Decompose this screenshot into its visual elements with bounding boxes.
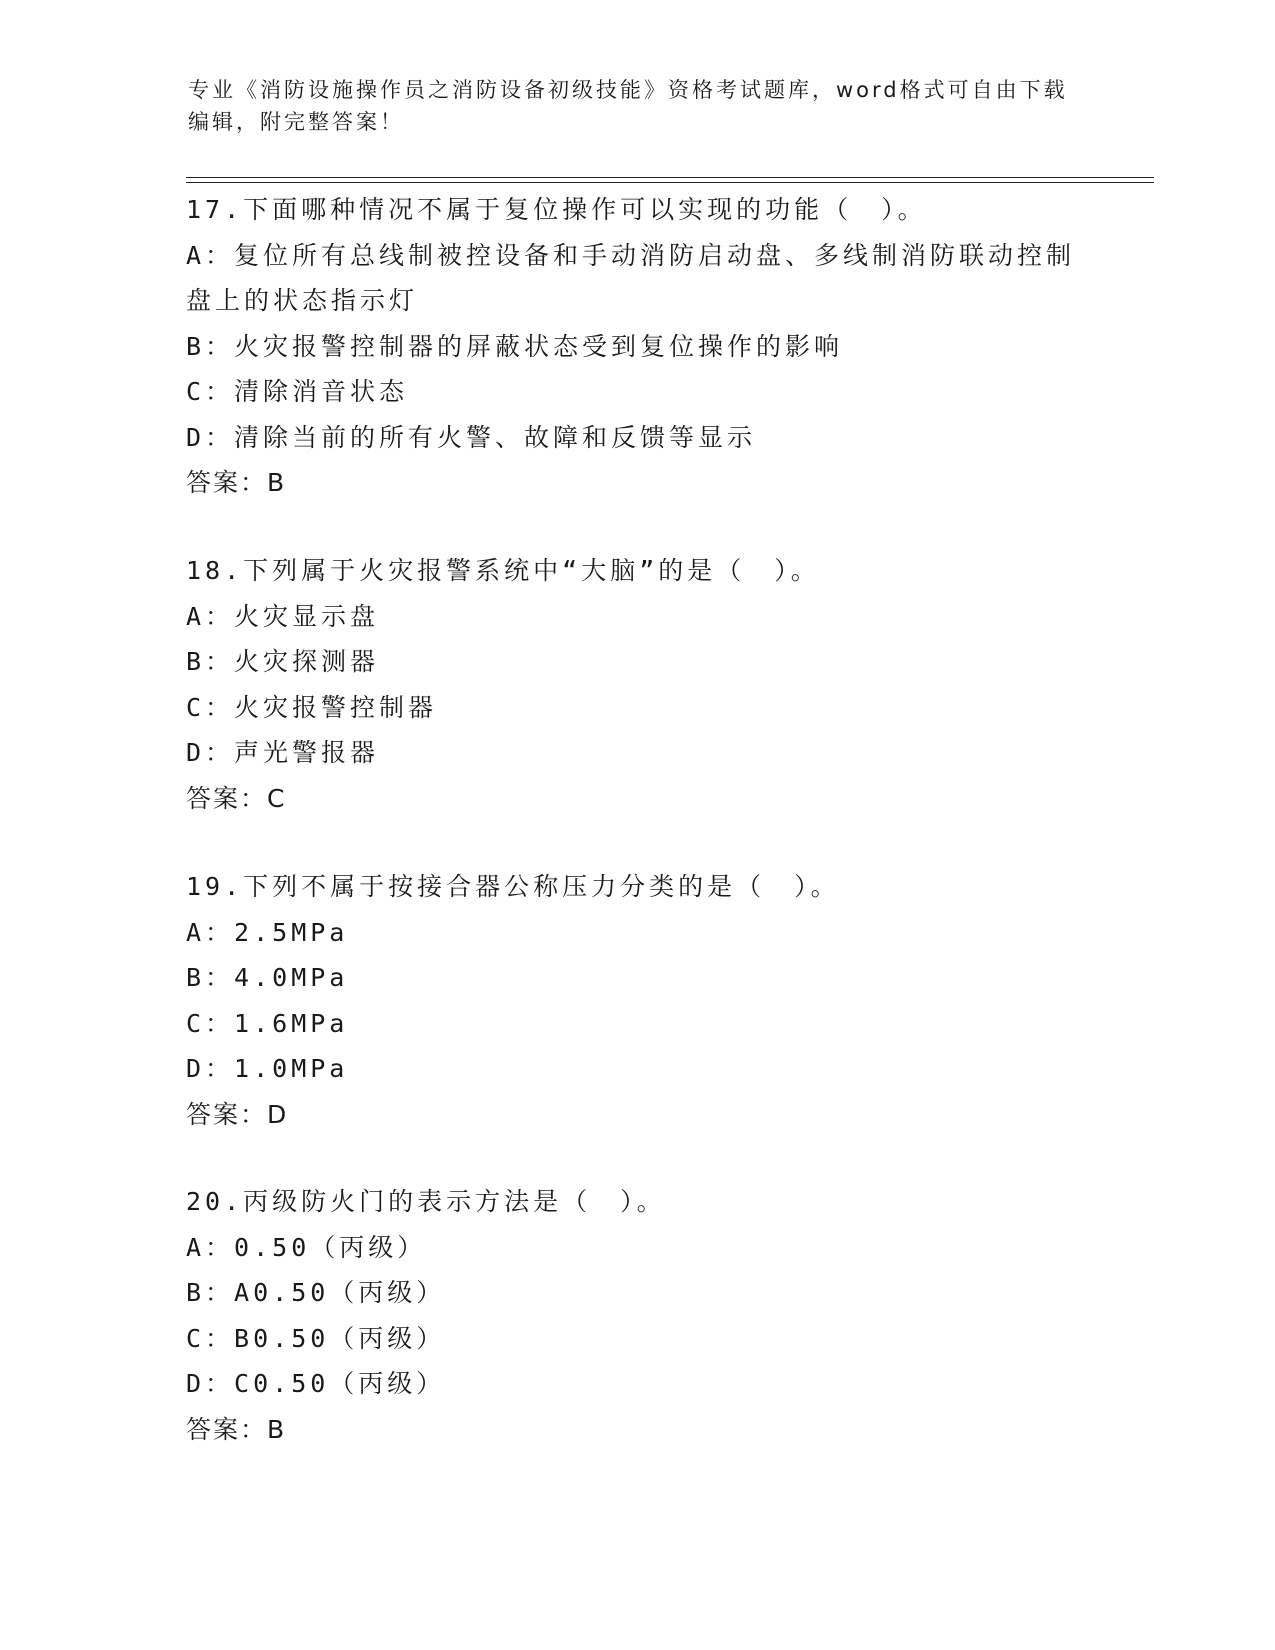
option-a: A：2.5MPa bbox=[186, 917, 349, 947]
option-d: D：C0.50（丙级） bbox=[186, 1369, 446, 1398]
option-a-line2: 盘上的状态指示灯 bbox=[186, 286, 419, 315]
question-stem: 18.下列属于火灾报警系统中“大脑”的是（ ）。 bbox=[186, 556, 820, 585]
option-a-line1: A：复位所有总线制被控设备和手动消防启动盘、多线制消防联动控制 bbox=[186, 240, 1076, 270]
answer: 答案：B bbox=[186, 468, 287, 497]
question-18 bbox=[186, 548, 1086, 821]
option-b: B：火灾报警控制器的屏蔽状态受到复位操作的影响 bbox=[186, 331, 844, 361]
option-c: C：清除消音状态 bbox=[186, 377, 409, 406]
question-stem: 17.下面哪种情况不属于复位操作可以实现的功能（ ）。 bbox=[186, 195, 927, 224]
question-stem: 20.丙级防火门的表示方法是（ ）。 bbox=[186, 1187, 666, 1216]
question-17 bbox=[186, 187, 1086, 506]
option-d: D：清除当前的所有火警、故障和反馈等显示 bbox=[186, 422, 757, 452]
question-20 bbox=[186, 1179, 1086, 1452]
answer: 答案：D bbox=[186, 1099, 289, 1129]
option-a: A：0.50（丙级） bbox=[186, 1232, 427, 1262]
answer: 答案：B bbox=[186, 1414, 287, 1444]
answer: 答案：C bbox=[186, 783, 287, 813]
option-c: C：B0.50（丙级） bbox=[186, 1323, 446, 1353]
document-header: 专业《消防设施操作员之消防设备初级技能》资格考试题库，word格式可自由下载编辑，附完整答案！ bbox=[188, 78, 1068, 134]
option-b: B：4.0MPa bbox=[186, 963, 349, 992]
option-b: B：A0.50（丙级） bbox=[186, 1278, 446, 1307]
option-c: C：火灾报警控制器 bbox=[186, 692, 438, 722]
question-19 bbox=[186, 864, 1086, 1137]
option-b: B：火灾探测器 bbox=[186, 647, 380, 676]
option-d: D：声光警报器 bbox=[186, 738, 380, 767]
header-divider-top bbox=[186, 177, 1154, 178]
option-c: C：1.6MPa bbox=[186, 1008, 349, 1038]
header-divider-bottom bbox=[186, 182, 1154, 183]
option-d: D：1.0MPa bbox=[186, 1054, 349, 1083]
question-stem: 19.下列不属于按接合器公称压力分类的是（ ）。 bbox=[186, 872, 840, 901]
option-a: A：火灾显示盘 bbox=[186, 601, 380, 631]
